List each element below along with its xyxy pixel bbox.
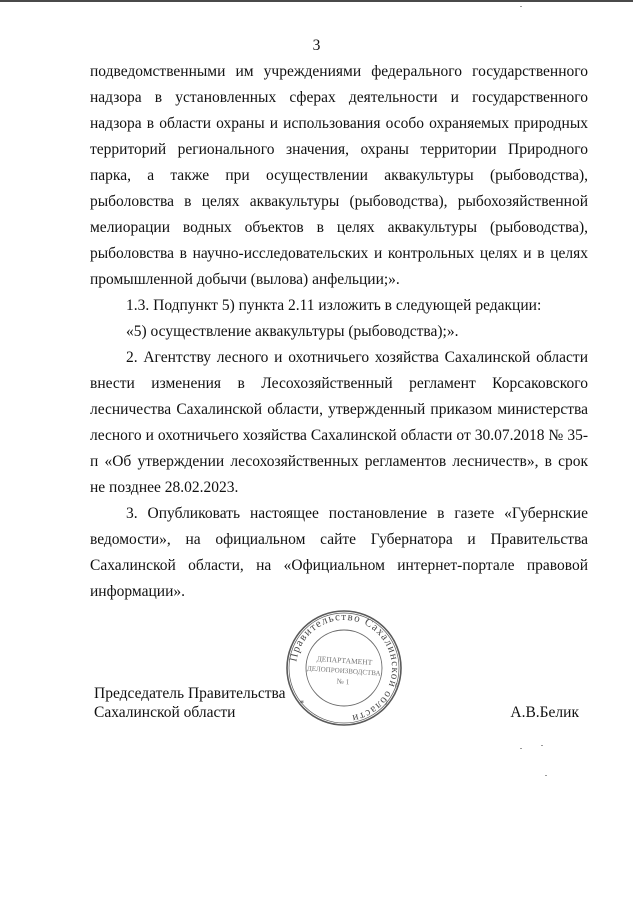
paragraph-continuation: подведомственными им учреждениями федерального государственного надзора в установленных сферах деятельности и государственного надзора в области охраны и использования особо охраняемых природных территорий регионального значения, охраны территории Природного парка, а также при осуществлении аквакультуры (рыбоводства), рыболовства в целях аквакультуры (рыбоводства), рыбохозяйственной мелиорации водных объектов в целях аквакультуры (рыбоводства), рыболовства в научно-исследовательских и контрольных целях и в целях промышленной добычи (вылова) анфельции;». bbox=[90, 63, 588, 288]
page-top-edge bbox=[0, 0, 633, 2]
stamp-inner-line3: № 1 bbox=[336, 676, 350, 687]
signatory-position bbox=[94, 684, 286, 722]
svg-text:*: * bbox=[300, 699, 304, 708]
signatory-name: А.В.Белик bbox=[510, 704, 579, 721]
signatory-position-line2: Сахалинской области bbox=[94, 704, 236, 721]
signatory-position-line1: Председатель Правительства bbox=[94, 685, 286, 702]
paragraph-item-1-3: 1.3. Подпункт 5) пункта 2.11 изложить в следующей редакции: bbox=[126, 297, 542, 314]
stamp-inner-line2: ДЕЛОПРОИЗВОДСТВА bbox=[306, 664, 381, 678]
scan-speck bbox=[520, 748, 522, 749]
official-stamp bbox=[284, 608, 404, 728]
page-number: 3 bbox=[312, 37, 321, 54]
paragraph-item-1-3-text: «5) осуществление аквакультуры (рыбоводства);». bbox=[126, 323, 459, 340]
scan-speck bbox=[545, 775, 547, 776]
paragraph-item-2: 2. Агентству лесного и охотничьего хозяйства Сахалинской области внести изменения в Лесохозяйственный регламент Корсаковского лесничества Сахалинской области, утвержденный приказом министерства лесного и охотничьего хозяйства Сахалинской области от 30.07.2018 № 35-п «Об утверждении лесохозяйственных регламентов лесничеств», в срок не позднее 28.02.2023. bbox=[90, 349, 588, 496]
stamp-ring-text: Правительство Сахалинской области bbox=[287, 610, 402, 725]
scan-speck bbox=[520, 6, 522, 7]
document-body bbox=[90, 59, 588, 605]
paragraph-item-3: 3. Опубликовать настоящее постановление в газете «Губернские ведомости», на официальном сайте Губернатора и Правительства Сахалинской области, на «Официальном интернет-портале правовой информации». bbox=[90, 505, 588, 600]
stamp-inner-line1: ДЕПАРТАМЕНТ bbox=[316, 654, 373, 667]
scan-speck bbox=[541, 745, 543, 746]
